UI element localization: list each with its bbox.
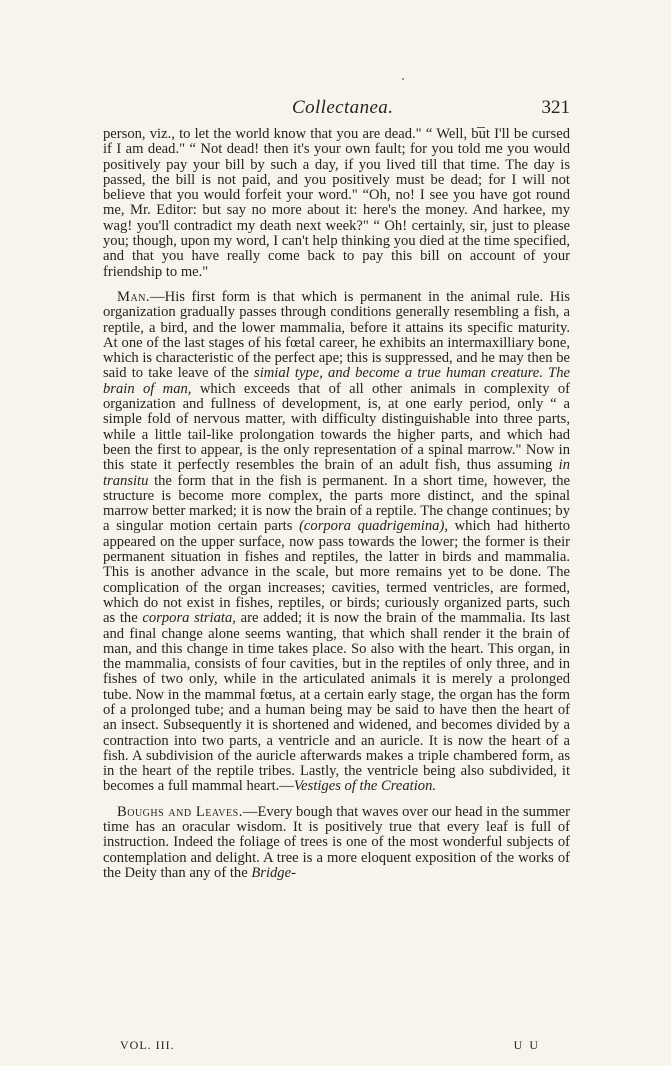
man-text-4: which had hitherto appeared on the upper surface, now pass towards the lower; the former is their permanent situation in fishes and reptiles, the latter in birds and mammalia. This is another advance in the scale, but more remains yet to be done. The complication of the organ increases; cavities, termed ventricles, are formed, which do not exist in fishes, reptiles, or birds; curiously organized parts, such as the bbox=[103, 518, 570, 627]
boughs-italic: Bridge- bbox=[251, 864, 296, 881]
man-heading: Man. bbox=[117, 288, 151, 305]
man-italic-2: in transitu bbox=[103, 457, 570, 489]
boughs-text: —Every bough that waves over our head in the summer time has an oracular wisdom. It is positively true that every leaf is full of instruction. Indeed the foliage of trees is one of the most wonderful subjects of contemplation and delight. A tree is a more eloquent exposition of the works of the Deity than any of the bbox=[103, 803, 570, 881]
page-header bbox=[150, 97, 570, 123]
ink-speck bbox=[402, 78, 404, 80]
boughs-paragraph bbox=[103, 805, 570, 881]
man-paragraph bbox=[103, 290, 570, 795]
man-source: Vestiges of the Creation. bbox=[293, 778, 437, 795]
man-italic-3: (corpora quadrigemina), bbox=[299, 518, 448, 535]
man-italic-1: simial type, and become a true human creature. The brain of man, bbox=[103, 365, 570, 397]
running-title: Collectanea. bbox=[292, 97, 394, 118]
signature-mark: U U bbox=[513, 1038, 540, 1052]
volume-mark: VOL. III. bbox=[120, 1038, 175, 1052]
man-text-5: are added; it is now the brain of the mammalia. Its last and final change alone seems wanting, that which shall render it the brain of man, and this change in time takes place. So also with the heart. This organ, in the mammalia, consists of four cavities, but in the reptiles of only three, and in fishes of two only, while in the articulated animals it is merely a prolonged tube. Now in the mammal fœtus, at a certain early stage, the organ has the form of a prolonged tube; and a human being may be said to have then the heart of an insect. Subsequently it is shortened and widened, and becomes divided by a contraction into two parts, a ventricle and an auricle. It is now the heart of a fish. A subdivision of the auricle afterwards makes a triple chambered form, as in the heart of the reptile tribes. Lastly, the ventricle being also subdivided, it becomes a full mammal heart.— bbox=[103, 610, 571, 795]
page-number: 321 bbox=[541, 97, 570, 118]
page-body bbox=[103, 127, 570, 881]
man-italic-4: corpora striata, bbox=[142, 610, 236, 627]
man-text-3: the form that in the fish is permanent. In a short time, however, the structure is become more complex, the parts more distinct, and the spinal marrow better marked; it is now the brain of a reptile. The change continues; by a singular motion certain parts bbox=[103, 472, 570, 535]
man-text-1: —His first form is that which is permanent in the animal rule. His organization gradually passes through conditions generally resembling a fish, a reptile, a bird, and the lower mammalia, before it attains its specific maturity. At one of the last stages of his fœtal career, he exhibits an intermaxilliary bone, which is characteristic of the perfect ape; this is suppressed, and he may then be said to take leave of the bbox=[103, 288, 570, 382]
man-text-2: which exceeds that of all other animals in complexity of organization and fullness of development, is, at one early period, only “ a simple fold of nervous matter, with difficulty distinguishable into three parts, while a little tail-like prolongation towards the higher parts, and which had been the first to appear, is the only representation of a spinal marrow." Now in this state it perfectly resembles the brain of an adult fish, thus assuming bbox=[103, 380, 570, 474]
page-footer bbox=[120, 1038, 540, 1056]
boughs-heading: Boughs and Leaves. bbox=[117, 803, 243, 820]
continuation-paragraph: person, viz., to let the world know that you are dead." “ Well, but I'll be cursed if I am dead." “ Not dead! then it's your own fault; for you told me you would positively pay your bill by such a day, if you lived till that time. The day is passed, the bill is not paid, and you positively must be dead; for I will not believe that you would forfeit your word." “Oh, no! I see you have got round me, Mr. Editor: but say no more about it: here's the money. And harkee, my wag! you'll contradict my death next week?" “ Oh! certainly, sir, just to please you; though, upon my word, I can't help thinking you died at the time specified, and that you have really come back to pay this bill on account of your friendship to me." bbox=[103, 126, 570, 280]
